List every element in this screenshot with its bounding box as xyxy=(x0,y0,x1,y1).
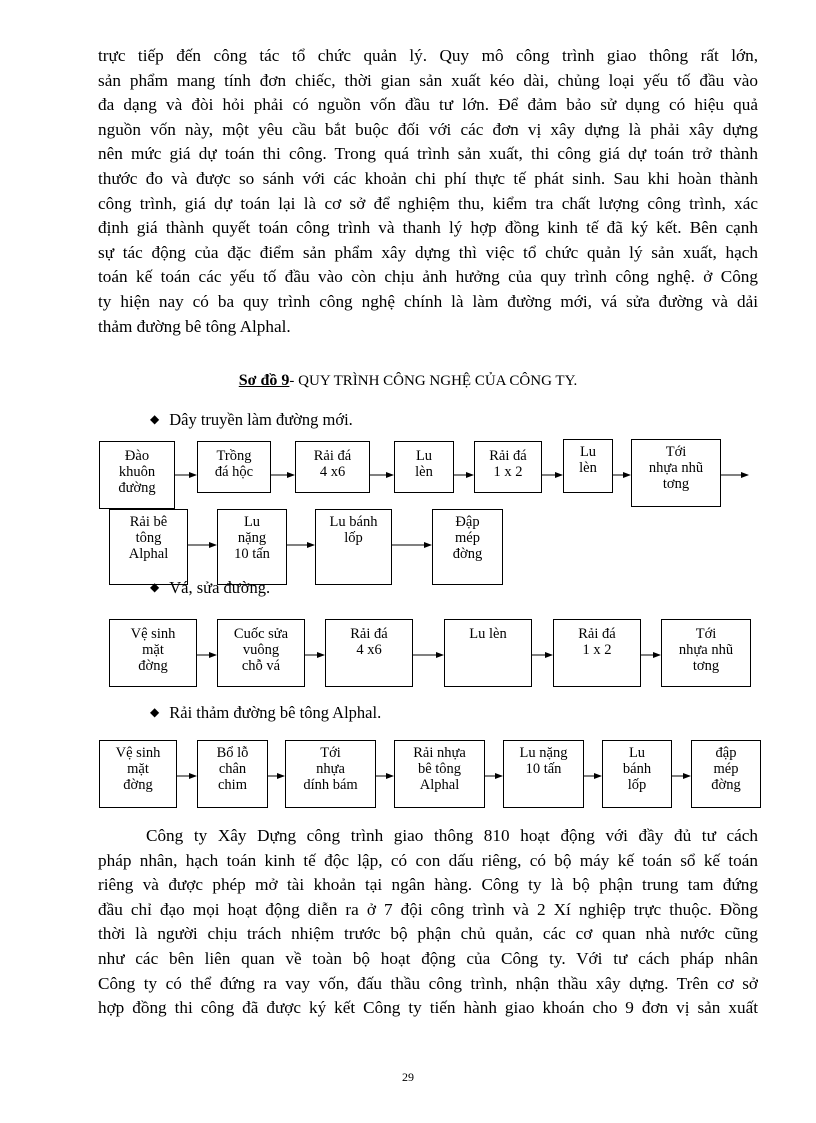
process2-step-1: Vệ sinh mặt đờng xyxy=(109,619,197,687)
diagram-title-text: - QUY TRÌNH CÔNG NGHỆ CỦA CÔNG TY. xyxy=(289,373,578,389)
text-line: sản phẩm mang tính đơn chiếc, thời gian sản xuất kéo dài, chủng loại yếu tố đầu vào xyxy=(98,70,758,90)
process3-step-3: Tới nhựa dính bám xyxy=(285,740,376,808)
process3-step-4: Rải nhựa bê tông Alphal xyxy=(394,740,485,808)
process2-heading-text: Vá, sửa đường. xyxy=(169,578,271,597)
text-line: toán kế toán các yếu tố đầu vào còn chịu ảnh hưởng của quy trình công nghệ. ở Công xyxy=(98,267,758,287)
text-line: như các bên liên quan về toàn bộ hoạt động của Công ty. Với tư cách pháp nhân xyxy=(98,948,758,968)
process2-step-6: Tới nhựa nhũ tơng xyxy=(661,619,751,687)
process1-step-7: Tới nhựa nhũ tơng xyxy=(631,439,721,507)
process1-step-2: Trồng đá hộc xyxy=(197,441,271,493)
process1-step-11: Đập mép đờng xyxy=(432,509,503,585)
process1-step-9: Lu nặng 10 tấn xyxy=(217,509,287,585)
text-line: Công ty có thể đứng ra vay vốn, đấu thầu công trình, nhận thầu xây dựng. Trên cơ sở xyxy=(98,973,758,993)
text-line: thời là người chịu trách nhiệm trước bộ phận chủ quản, các cơ quan nhà nước cũng xyxy=(98,924,758,944)
text-line: Công ty Xây Dựng công trình giao thông 810 hoạt động với đầy đủ tư cách xyxy=(146,826,758,845)
process3-step-5: Lu nặng 10 tấn xyxy=(503,740,584,808)
diamond-bullet-icon: ◆ xyxy=(150,705,160,719)
text-line: nên mức giá dự toán thi công. Trong quá trình sản xuất, thi công giá dự toán trở thành xyxy=(98,144,758,164)
text-line: ty hiện nay có ba quy trình công nghệ chính là làm đường mới, vá sửa đường và dải xyxy=(98,291,758,311)
text-line: đầu chỉ đạo mọi hoạt động diễn ra ở 7 đội công trình và 2 Xí nghiệp trực thuộc. Đồng xyxy=(98,899,758,919)
process2-step-3: Rải đá 4 x6 xyxy=(325,619,413,687)
paragraph-company xyxy=(98,824,758,1021)
text-line: định giá thành quyết toán công trình và thanh lý hợp đồng kinh tế đã ký kết. Bên cạnh xyxy=(98,218,758,238)
text-line: hợp đồng thi công đã được ký kết Công ty tiến hành giao khoán cho 9 đơn vị sản xuất xyxy=(98,998,758,1018)
process1-step-5: Rải đá 1 x 2 xyxy=(474,441,542,493)
text-line: thảm đường bê tông Alphal. xyxy=(98,316,291,336)
process1-step-4: Lu lèn xyxy=(394,441,454,493)
diamond-bullet-icon: ◆ xyxy=(150,580,160,594)
process2-step-5: Rải đá 1 x 2 xyxy=(553,619,641,687)
diagram-title-label: Sơ đồ 9 xyxy=(238,372,290,389)
text-line: riêng và được phép mở tài khoản tại ngân hàng. Công ty là bộ phận trung tam đứng xyxy=(98,875,758,895)
page-number: 29 xyxy=(402,1070,414,1084)
process1-step-1: Đào khuôn đường xyxy=(99,441,175,509)
text-line: trực tiếp đến công tác tổ chức quản lý. Quy mô công trình giao thông rất lớn, xyxy=(98,46,758,65)
text-line: pháp nhân, hạch toán kinh tế độc lập, có con dấu riêng, có bộ máy kế toán sổ kế toán xyxy=(98,850,758,870)
process1-heading-text: Dây truyền làm đường mới. xyxy=(169,410,353,429)
diamond-bullet-icon: ◆ xyxy=(150,412,160,426)
text-line: đa dạng và đòi hỏi phải có nguồn vốn đầu tư lớn. Để đảm bảo sử dụng có hiệu quả xyxy=(98,95,758,115)
process2-step-4: Lu lèn xyxy=(444,619,532,687)
text-line: công trình, giá dự toán lại là cơ sở để nghiệm thu, kiểm tra chất lượng công trình, xác xyxy=(98,193,758,213)
process1-step-6: Lu lèn xyxy=(563,439,613,493)
text-line: thước đo và được so sánh với các khoản chi phí thực tế phát sinh. Sau khi hoàn thành xyxy=(98,168,758,188)
text-line: nguồn vốn này, một yêu cầu bắt buộc đối với các đơn vị xây dựng là phải xây dựng xyxy=(98,119,758,139)
process1-step-3: Rải đá 4 x6 xyxy=(295,441,370,493)
process2-step-2: Cuốc sửa vuông chỗ vá xyxy=(217,619,305,687)
process3-step-6: Lu bánh lốp xyxy=(602,740,672,808)
process3-step-2: Bổ lỗ chân chim xyxy=(197,740,268,808)
process3-heading-text: Rải thảm đường bê tông Alphal. xyxy=(169,703,382,722)
process3-step-1: Vệ sinh mặt đờng xyxy=(99,740,177,808)
process3-step-7: đập mép đờng xyxy=(691,740,761,808)
process1-step-10: Lu bánh lốp xyxy=(315,509,392,585)
process1-step-8: Rải bê tông Alphal xyxy=(109,509,188,585)
text-line: sự tác động của đặc điểm sản phẩm xây dựng thì việc tổ chức quản lý sản xuất, hạch xyxy=(98,242,758,262)
